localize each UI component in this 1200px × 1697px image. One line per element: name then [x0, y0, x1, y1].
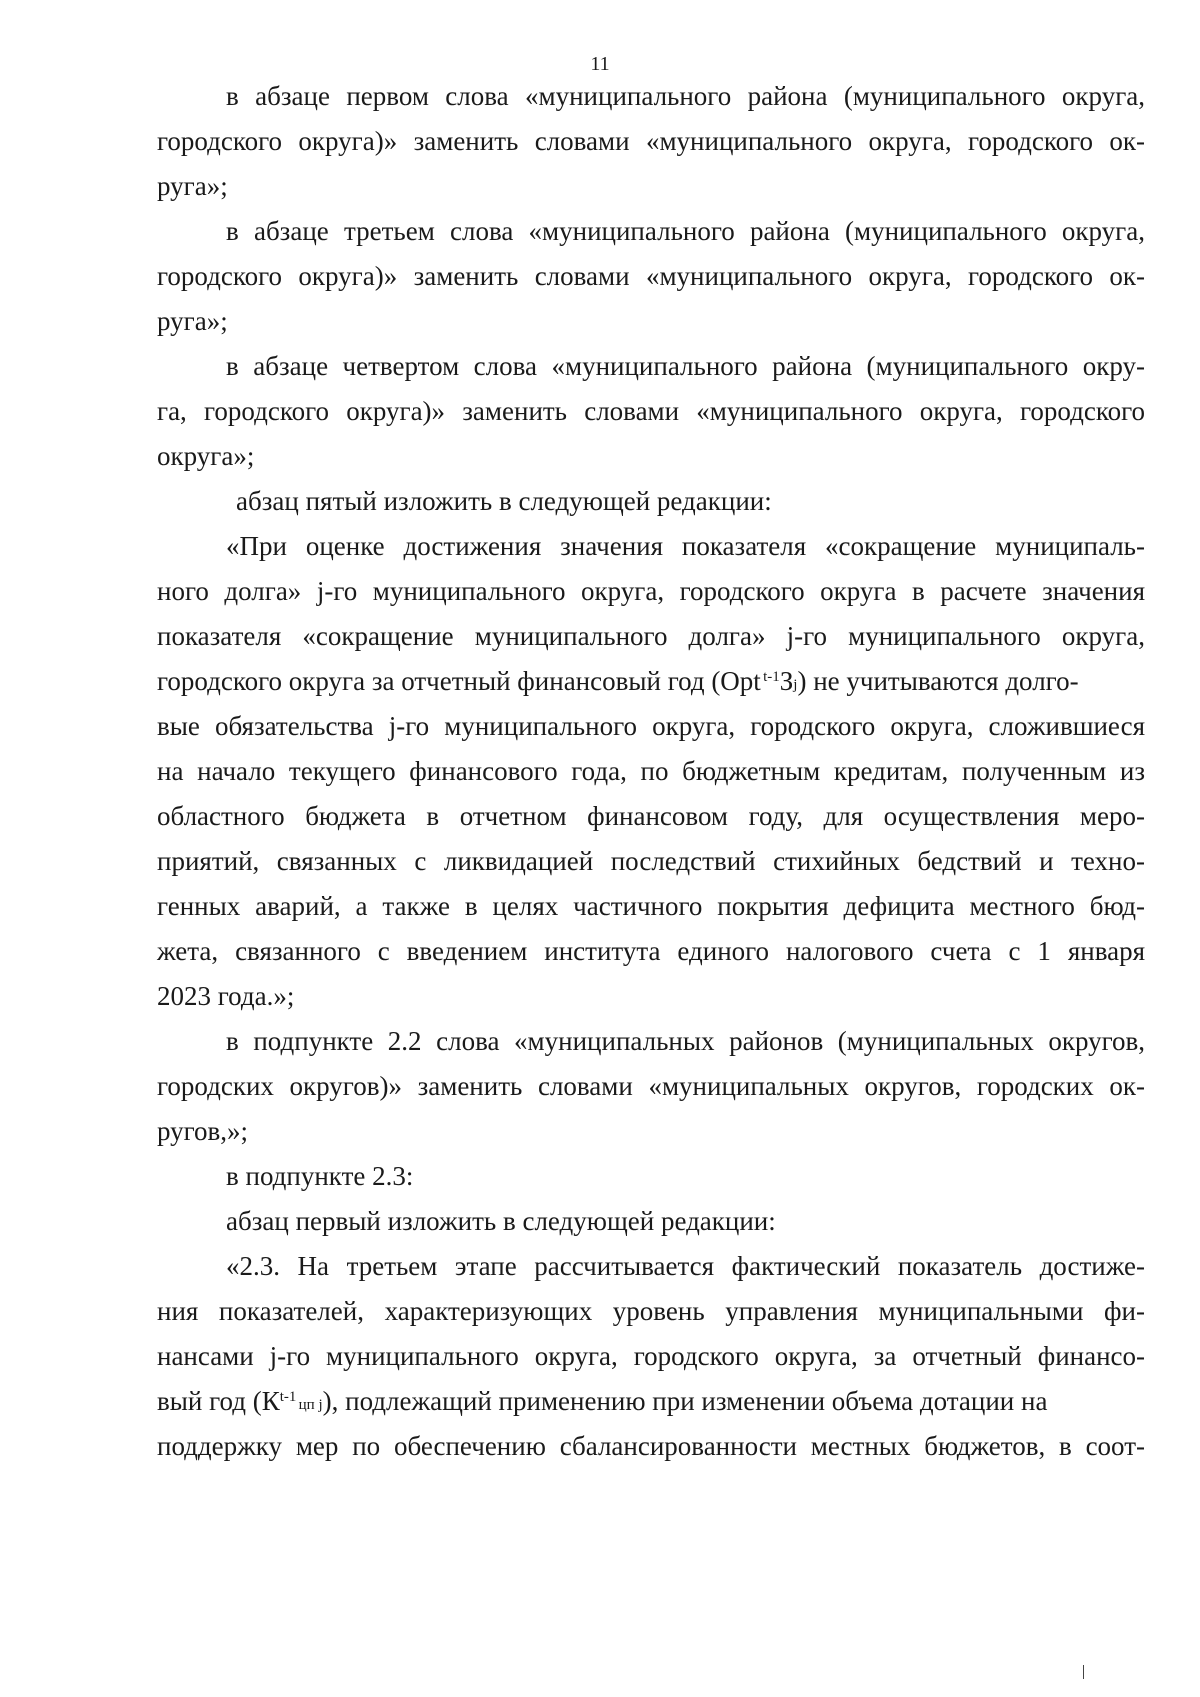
text-line: генных аварий, а также в целях частичного покрытия дефицита местного бюд-	[157, 891, 1145, 921]
text-line: поддержку мер по обеспечению сбалансированности местных бюджетов, в соот-	[157, 1431, 1145, 1461]
text-line: вые обязательства j-го муниципального округа, городского округа, сложившиеся	[157, 711, 1145, 741]
text-line-with-formula	[157, 663, 1145, 699]
text-line: в подпункте 2.3:	[226, 1161, 414, 1191]
text-line: в абзаце четвертом слова «муниципального района (муниципального окру-	[226, 351, 1145, 381]
text-segment: городского округа за отчетный финансовый год (Opt	[157, 666, 761, 696]
text-line: показателя «сокращение муниципального долга» j-го муниципального округа,	[157, 621, 1145, 651]
text-line: руга»;	[157, 171, 228, 201]
text-line: в подпункте 2.2 слова «муниципальных районов (муниципальных округов,	[226, 1026, 1145, 1056]
text-line: га, городского округа)» заменить словами «муниципального округа, городского	[157, 396, 1145, 426]
text-line: городского округа)» заменить словами «муниципального округа, городского ок-	[157, 126, 1145, 156]
text-segment: ), подлежащий применению при изменении объема дотации на	[322, 1386, 1048, 1416]
text-line: ругов,»;	[157, 1116, 249, 1146]
text-line: «2.3. На третьем этапе рассчитывается фактический показатель достиже-	[226, 1251, 1145, 1281]
text-line: абзац пятый изложить в следующей редакции:	[236, 486, 772, 516]
text-line: в абзаце первом слова «муниципального района (муниципального округа,	[226, 81, 1145, 111]
text-line: округа»;	[157, 441, 255, 471]
text-segment: З	[779, 666, 794, 696]
text-line: в абзаце третьем слова «муниципального района (муниципального округа,	[226, 216, 1145, 246]
text-line: ного долга» j-го муниципального округа, городского округа в расчете значения	[157, 576, 1145, 606]
scan-mark	[1083, 1665, 1084, 1679]
text-line: областного бюджета в отчетном финансовом году, для осуществления меро-	[157, 801, 1145, 831]
text-segment: вый год (К	[157, 1386, 280, 1416]
text-line: ния показателей, характеризующих уровень управления муниципальными фи-	[157, 1296, 1145, 1326]
page-number: 11	[590, 53, 610, 75]
text-line: абзац первый изложить в следующей редакции:	[226, 1206, 776, 1236]
text-line: жета, связанного с введением института единого налогового счета с 1 января	[157, 936, 1145, 966]
text-line-with-formula	[157, 1383, 1145, 1419]
superscript: t-1	[763, 669, 780, 685]
subscript: цп j	[298, 1397, 323, 1413]
text-line: нансами j-го муниципального округа, городского округа, за отчетный финансо-	[157, 1341, 1145, 1371]
text-line: 2023 года.»;	[157, 981, 295, 1011]
text-line: городского округа)» заменить словами «муниципального округа, городского ок-	[157, 261, 1145, 291]
text-line: руга»;	[157, 306, 228, 336]
superscript: t-1	[279, 1389, 297, 1405]
text-line: «При оценке достижения значения показателя «сокращение муниципаль-	[226, 531, 1145, 561]
subscript: j	[793, 677, 798, 693]
text-segment: ) не учитываются долго-	[797, 666, 1079, 696]
text-line: городских округов)» заменить словами «муниципальных округов, городских ок-	[157, 1071, 1145, 1101]
text-line: приятий, связанных с ликвидацией последствий стихийных бедствий и техно-	[157, 846, 1145, 876]
text-line: на начало текущего финансового года, по бюджетным кредитам, полученным из	[157, 756, 1145, 786]
